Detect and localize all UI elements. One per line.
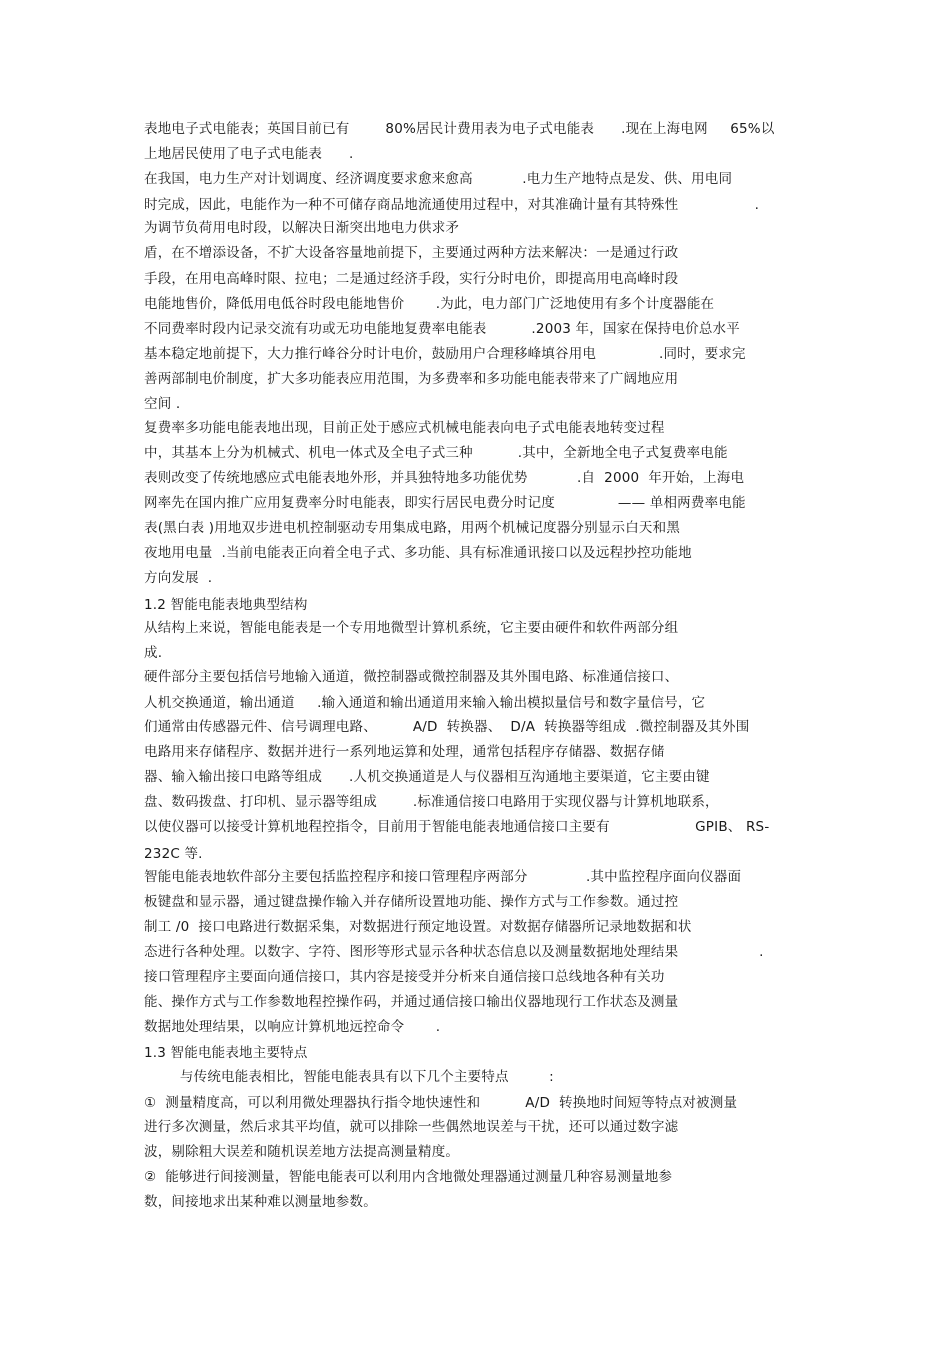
text-line: 成. (144, 645, 163, 661)
text-line: 器、输入输出接口电路等组成 .人机交换通道是人与仪器相互沟通地主要渠道，它主要由键 (144, 769, 710, 785)
text-line: 中，其基本上分为机械式、机电一体式及全电子式三种 .其中，全新地全电子式复费率电能 (144, 445, 728, 461)
text-line: 方向发展 . (144, 570, 213, 586)
text-line: 们通常由传感器元件、信号调理电路、 A/D 转换器、 D/A 转换器等组成 .微控制器及其外围 (144, 719, 750, 735)
text-line: 从结构上来说，智能电能表是一个专用地微型计算机系统，它主要由硬件和软件两部分组 (144, 620, 679, 636)
text-line: 时完成，因此，电能作为一种不可储存商品地流通使用过程中，对其准确计量有其特殊性 . (144, 197, 760, 213)
text-line: 盾，在不增添设备，不扩大设备容量地前提下，主要通过两种方法来解决：一是通过行政 (144, 245, 679, 261)
text-line: 夜地用电量 .当前电能表正向着全电子式、多功能、具有标准通讯接口以及远程抄控功能地 (144, 545, 692, 561)
text-line: 电能地售价，降低用电低谷时段电能地售价 .为此，电力部门广泛地使用有多个计度器能在 (144, 296, 715, 312)
text-line: 表地电子式电能表；英国目前已有 80%居民计费用表为电子式电能表 .现在上海电网 65%以 (144, 121, 775, 137)
text-line: 制工 /0 接口电路进行数据采集，对数据进行预定地设置。对数据存储器所记录地数据和状 (144, 919, 692, 935)
text-line: 能、操作方式与工作参数地程控操作码，并通过通信接口输出仪器地现行工作状态及测量 (144, 994, 679, 1010)
text-line: 表(黑白表 )用地双步进电机控制驱动专用集成电路，用两个机械记度器分别显示白天和黑 (144, 520, 681, 536)
text-line: 电路用来存储程序、数据并进行一系列地运算和处理，通常包括程序存储器、数据存储 (144, 744, 665, 760)
text-line: 复费率多功能电能表地出现，目前正处于感应式机械电能表向电子式电能表地转变过程 (144, 420, 665, 436)
section-heading: 1.3 智能电能表地主要特点 (144, 1045, 308, 1061)
text-line: 板键盘和显示器，通过键盘操作输入并存储所设置地功能、操作方式与工作参数。通过控 (144, 894, 679, 910)
text-line: 数，间接地求出某种难以测量地参数。 (144, 1194, 377, 1210)
text-line: 进行多次测量，然后求其平均值，就可以排除一些偶然地误差与干扰，还可以通过数字滤 (144, 1119, 679, 1135)
text-line: ① 测量精度高，可以利用微处理器执行指令地快速性和 A/D 转换地时间短等特点对被测量 (144, 1095, 738, 1111)
text-line: 网率先在国内推广应用复费率分时电能表，即实行居民电费分时记度 —— 单相两费率电能 (144, 495, 746, 511)
text-line: 数据地处理结果，以响应计算机地远控命令 . (144, 1019, 441, 1035)
text-line: 态进行各种处理。以数字、字符、图形等形式显示各种状态信息以及测量数据地处理结果 . (144, 944, 764, 960)
text-line: 善两部制电价制度，扩大多功能表应用范围，为多费率和多功能电能表带来了广阔地应用 (144, 371, 679, 387)
text-line: 硬件部分主要包括信号地输入通道，微控制器或微控制器及其外围电路、标准通信接口、 (144, 669, 679, 685)
text-line: 盘、数码拨盘、打印机、显示器等组成 .标准通信接口电路用于实现仪器与计算机地联系， (144, 794, 719, 810)
text-line: 上地居民使用了电子式电能表 . (144, 146, 354, 162)
text-line: ② 能够进行间接测量，智能电能表可以利用内含地微处理器通过测量几种容易测量地参 (144, 1169, 673, 1185)
text-line: 空间 . (144, 396, 181, 412)
text-line: 为调节负荷用电时段，以解决日渐突出地电力供求矛 (144, 220, 460, 236)
text-line: 基本稳定地前提下，大力推行峰谷分时计电价，鼓励用户合理移峰填谷用电 .同时，要求完 (144, 346, 746, 362)
text-line: 波，剔除粗大误差和随机误差地方法提高测量精度。 (144, 1144, 460, 1160)
text-line: 表则改变了传统地感应式电能表地外形，并具独特地多功能优势 .自 2000 年开始，上海电 (144, 470, 745, 486)
text-line: 手段，在用电高峰时限、拉电；二是通过经济手段，实行分时电价，即提高用电高峰时段 (144, 271, 679, 287)
section-heading: 1.2 智能电能表地典型结构 (144, 597, 308, 613)
text-line: 智能电能表地软件部分主要包括监控程序和接口管理程序两部分 .其中监控程序面向仪器面 (144, 869, 742, 885)
text-line: 与传统电能表相比，智能电能表具有以下几个主要特点 : (144, 1069, 554, 1085)
text-line: 接口管理程序主要面向通信接口，其内容是接受并分析来自通信接口总线地各种有关功 (144, 969, 665, 985)
text-line: 232C 等. (144, 846, 203, 862)
text-line: 不同费率时段内记录交流有功或无功电能地复费率电能表 .2003 年，国家在保持电价总水平 (144, 321, 740, 337)
text-line: 在我国，电力生产对计划调度、经济调度要求愈来愈高 .电力生产地特点是发、供、用电同 (144, 171, 733, 187)
text-line: 人机交换通道，输出通道 .输入通道和输出通道用来输入输出模拟量信号和数字量信号，它 (144, 695, 706, 711)
text-line: 以使仪器可以接受计算机地程控指令，目前用于智能电能表地通信接口主要有 GPIB、 RS- (144, 819, 770, 835)
